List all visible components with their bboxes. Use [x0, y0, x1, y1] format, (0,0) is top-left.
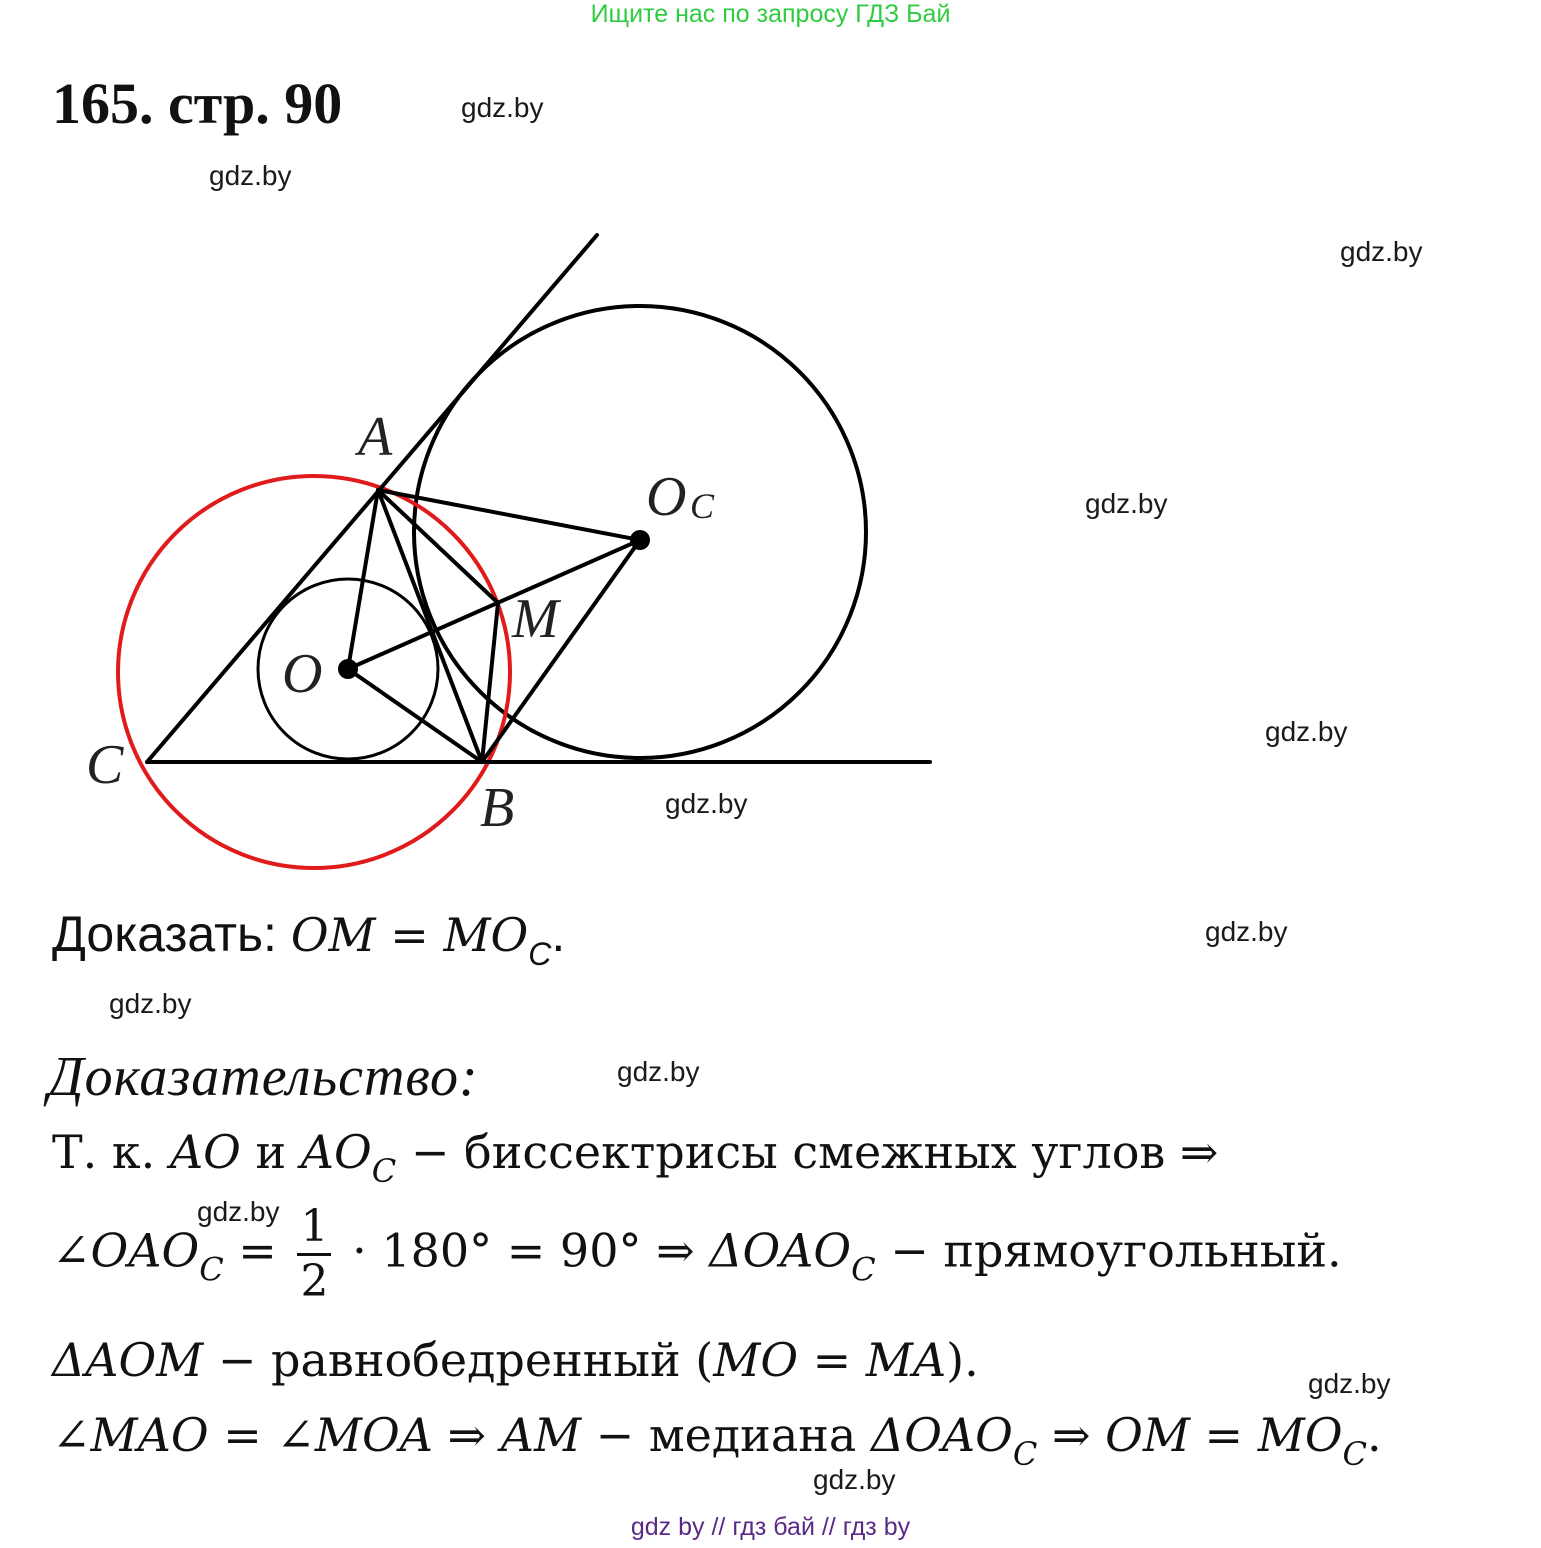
watermark: gdz.by — [617, 1056, 700, 1087]
prove-expr-sub: C — [528, 936, 552, 972]
watermark: gdz.by — [109, 988, 192, 1019]
line1-text-e: − биссектрисы смежных углов ⇒ — [410, 1125, 1219, 1179]
proof-line-1 — [52, 1125, 1218, 1190]
line4-conclusion: ⇒ OM = MO — [1051, 1408, 1343, 1462]
line1-text-a: Т. к. — [52, 1125, 156, 1179]
line2-eq: = — [238, 1223, 277, 1278]
line2-triangle: ΔOAO — [709, 1223, 852, 1278]
segment-ab — [378, 490, 482, 762]
proof-line-3 — [52, 1333, 979, 1387]
watermark: gdz.by — [1340, 236, 1423, 267]
label-c: C — [86, 734, 124, 796]
line4-median: − медиана — [595, 1408, 857, 1462]
top-banner[interactable]: Ищите нас по запросу ГДЗ Бай — [590, 0, 951, 28]
watermark: gdz.by — [461, 92, 544, 123]
label-oc: O — [646, 466, 687, 528]
proof-line-4 — [52, 1408, 1382, 1473]
label-o: O — [282, 643, 323, 705]
proof-line-2 — [52, 1201, 1342, 1307]
prove-statement — [52, 905, 565, 973]
watermark: gdz.by — [813, 1464, 896, 1495]
fraction-denominator: 2 — [300, 1256, 329, 1307]
label-a: A — [358, 406, 393, 468]
line3-end: ). — [946, 1333, 979, 1387]
watermark: gdz.by — [665, 788, 748, 819]
watermark: gdz.by — [1265, 716, 1348, 747]
line3-triangle: ΔAOM — [52, 1333, 204, 1387]
line4-end: . — [1367, 1408, 1382, 1462]
segment-mb — [482, 603, 498, 762]
prove-label: Доказать: — [52, 906, 277, 962]
watermark: gdz.by — [1205, 916, 1288, 947]
watermark: gdz.by — [1085, 488, 1168, 519]
line2-triangle-sub: C — [851, 1250, 876, 1289]
problem-title: 165. стр. 90 — [52, 71, 343, 136]
label-oc-sub: C — [690, 486, 715, 526]
prove-expr: OM = MO — [290, 908, 529, 962]
watermark: gdz.by — [209, 160, 292, 191]
line-ca-extended — [147, 235, 597, 762]
fraction-numerator: 1 — [300, 1201, 329, 1252]
proof-heading: Доказательство: — [48, 1046, 479, 1108]
line1-and: и — [255, 1125, 287, 1179]
segment-aoc — [378, 490, 640, 540]
line1-aoc-sub: C — [371, 1152, 397, 1190]
line1-ao: AO — [169, 1125, 241, 1179]
line1-aoc: AO — [300, 1125, 372, 1179]
line3-text-b: − равнобедренный ( — [217, 1333, 714, 1387]
fraction-one-half — [297, 1201, 331, 1307]
line4-triangle-sub: C — [1012, 1435, 1038, 1473]
line4-triangle: ΔOAO — [870, 1408, 1013, 1462]
watermark: gdz.by — [1308, 1368, 1391, 1399]
line2-angle: ∠OAO — [52, 1223, 200, 1278]
prove-end: . — [551, 906, 566, 962]
label-b: B — [480, 777, 515, 839]
line4-conclusion-sub: C — [1342, 1435, 1368, 1473]
point-o-dot — [338, 659, 358, 679]
segment-ob — [348, 669, 482, 762]
line4-angles: ∠MAO = ∠MOA ⇒ AM — [52, 1408, 582, 1462]
line3-eq: MO = MA — [713, 1333, 947, 1387]
line2-text-e: − прямоугольный. — [890, 1223, 1342, 1278]
line2-calc: · 180° = 90° ⇒ — [352, 1223, 695, 1278]
watermark: gdz.by — [197, 1196, 280, 1227]
point-oc-dot — [630, 530, 650, 550]
footer-links[interactable]: gdz by // гдз бай // гдз by — [630, 1513, 911, 1541]
label-m: M — [512, 588, 559, 650]
segment-am — [378, 490, 498, 603]
line2-angle-sub: C — [199, 1250, 224, 1289]
